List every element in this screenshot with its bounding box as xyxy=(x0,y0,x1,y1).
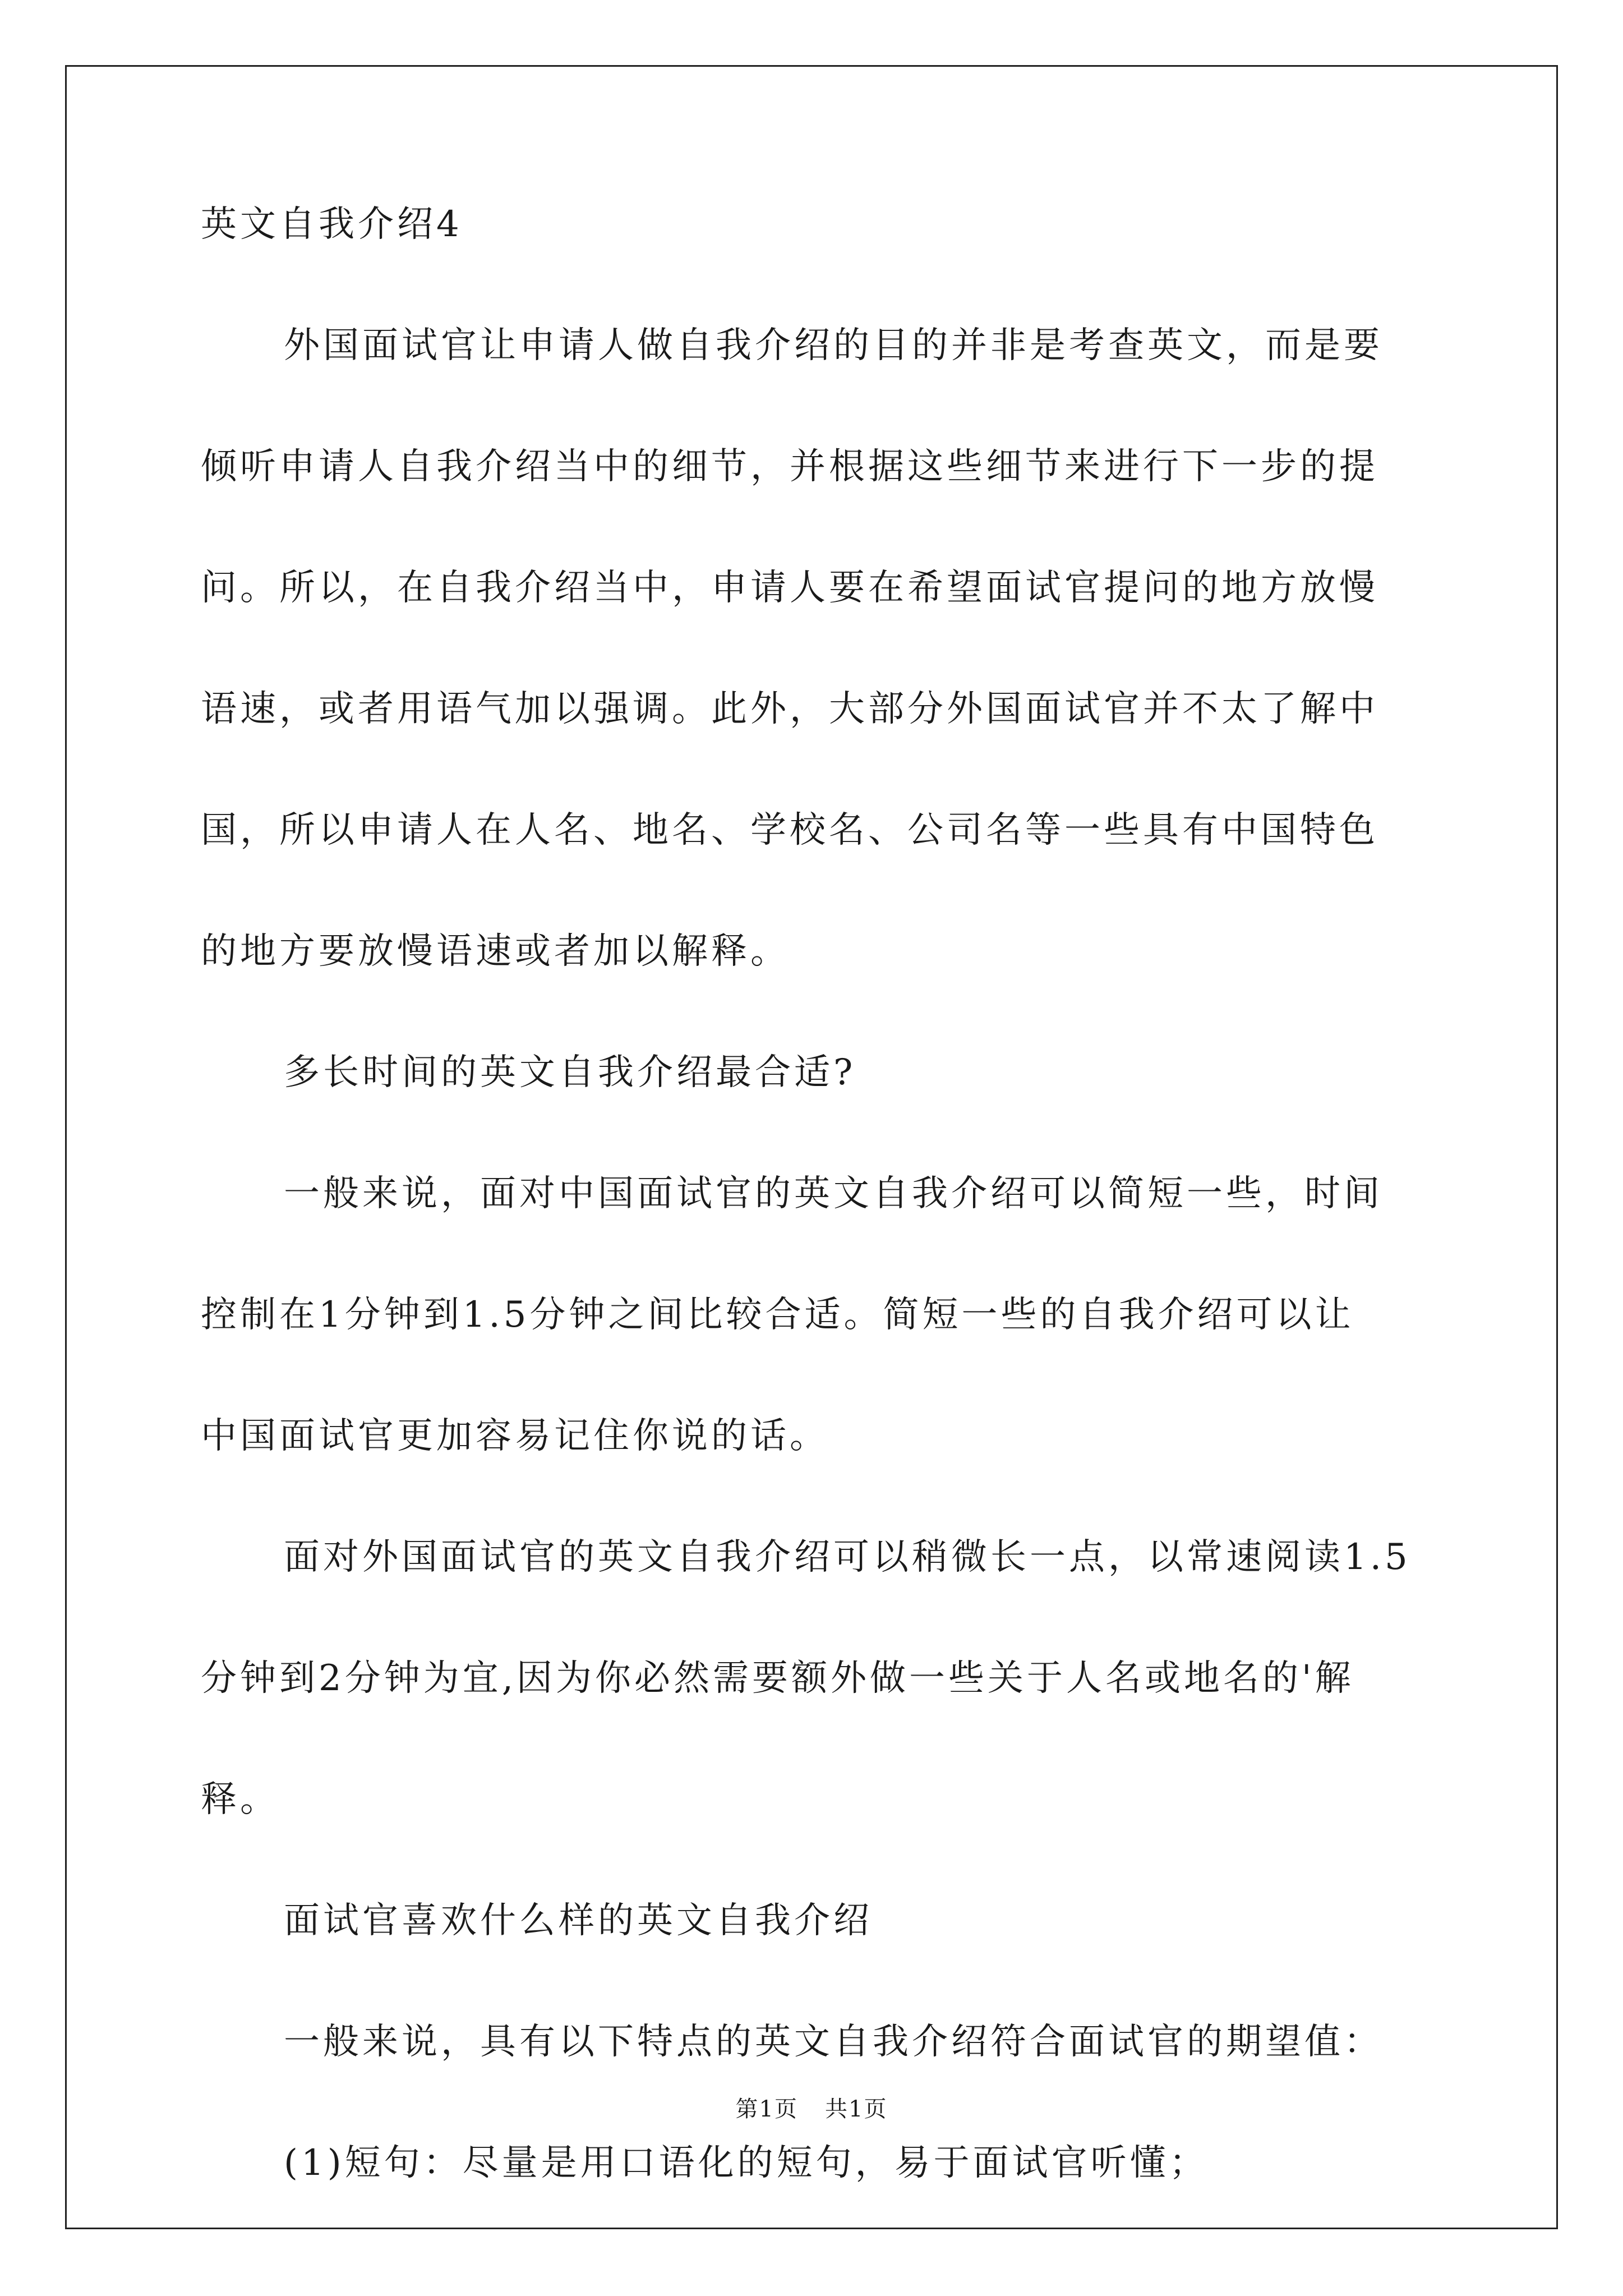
list-item: (1)短句：尽量是用口语化的短句，易于面试官听懂； xyxy=(284,2142,1209,2184)
paragraph-line: 中国面试官更加容易记住你说的话。 xyxy=(201,1415,829,1457)
page-footer xyxy=(0,2095,1623,2123)
paragraph-line: 一般来说，面对中国面试官的英文自我介绍可以简短一些，时间 xyxy=(284,1173,1383,1214)
paragraph-line: 分钟到2分钟为宜,因为你必然需要额外做一些关于人名或地名的'解 xyxy=(201,1658,1354,1699)
section-heading: 面试官喜欢什么样的英文自我介绍 xyxy=(284,1900,873,1941)
section-heading: 多长时间的英文自我介绍最合适? xyxy=(284,1052,856,1093)
paragraph-line: 控制在1分钟到1.5分钟之间比较合适。简短一些的自我介绍可以让 xyxy=(201,1294,1354,1336)
page-total: 共1页 xyxy=(825,2096,888,2122)
paragraph-line: 外国面试官让申请人做自我介绍的目的并非是考查英文，而是要 xyxy=(284,325,1383,366)
document-title: 英文自我介绍4 xyxy=(201,204,463,245)
paragraph-line: 国，所以申请人在人名、地名、学校名、公司名等一些具有中国特色 xyxy=(201,809,1378,851)
paragraph-line: 语速，或者用语气加以强调。此外，大部分外国面试官并不太了解中 xyxy=(201,688,1378,730)
paragraph-line: 一般来说，具有以下特点的英文自我介绍符合面试官的期望值： xyxy=(284,2021,1383,2063)
paragraph-line: 问。所以，在自我介绍当中，申请人要在希望面试官提问的地方放慢 xyxy=(201,567,1378,609)
page-number: 第1页 xyxy=(735,2096,798,2122)
paragraph-line: 的地方要放慢语速或者加以解释。 xyxy=(201,931,790,972)
paragraph-line: 释。 xyxy=(201,1779,279,1820)
paragraph-line: 面对外国面试官的英文自我介绍可以稍微长一点，以常速阅读1.5 xyxy=(284,1536,1411,1578)
paragraph-line: 倾听申请人自我介绍当中的细节，并根据这些细节来进行下一步的提 xyxy=(201,446,1378,487)
